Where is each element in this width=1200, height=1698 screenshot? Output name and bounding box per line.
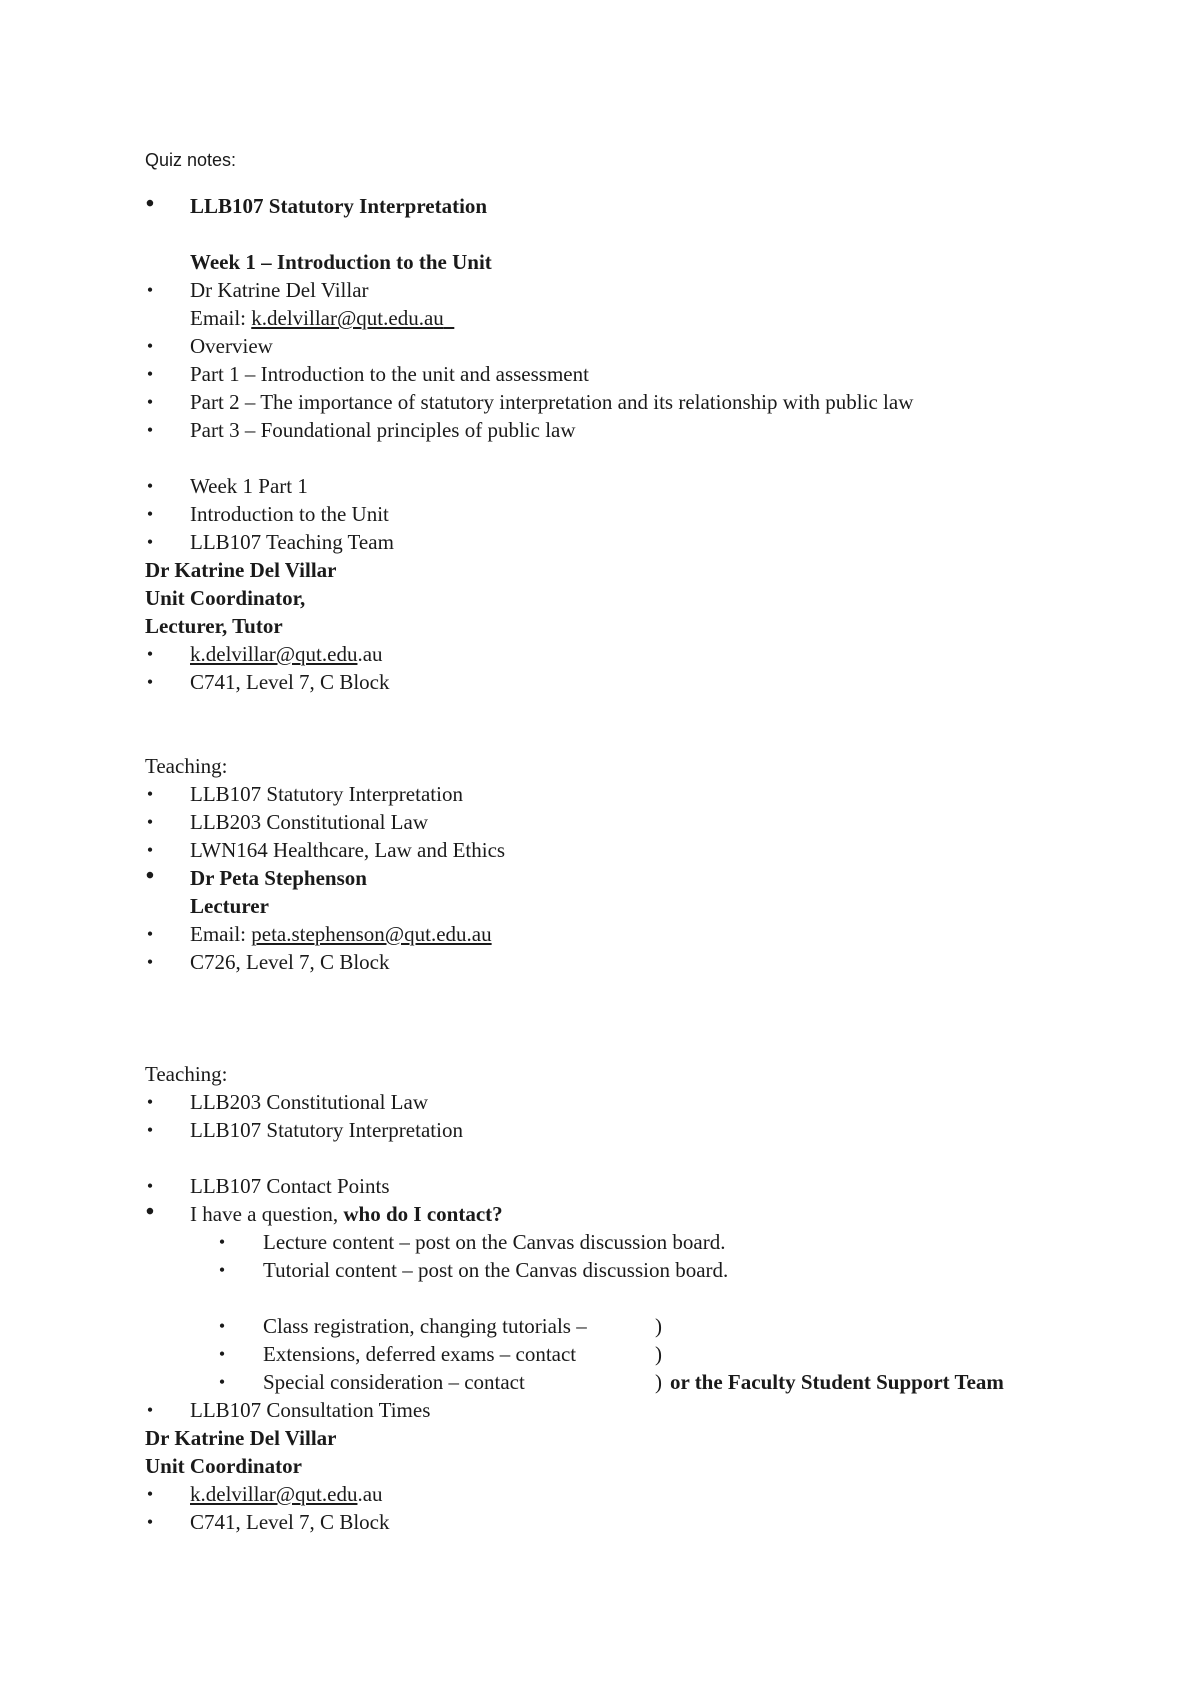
- ps-office: C726, Level 7, C Block: [190, 950, 390, 974]
- email-link-trailing-space[interactable]: [444, 306, 455, 330]
- contact-points-item: LLB107 Contact Points: [190, 1174, 390, 1198]
- overview-item: Overview: [190, 334, 273, 358]
- bullet-icon: •: [146, 504, 154, 524]
- email-suffix: .au: [357, 642, 383, 666]
- ps-name: Dr Peta Stephenson: [190, 866, 367, 890]
- unit-heading: LLB107 Statutory Interpretation: [190, 194, 488, 218]
- kdv-role-coordinator: Unit Coordinator: [145, 1454, 302, 1478]
- tutorial-content-item: Tutorial content – post on the Canvas discussion board.: [263, 1258, 729, 1282]
- part-item: Part 2 – The importance of statutory interpretation and its relationship with public law: [190, 390, 914, 414]
- bullet-icon: •: [218, 1260, 226, 1280]
- part-item: Part 1 – Introduction to the unit and assessment: [190, 362, 589, 386]
- ps-email-row: [190, 920, 492, 948]
- email-link-kdv[interactable]: k.delvillar@qut.edu.au: [251, 306, 444, 330]
- teaching-label: Teaching:: [145, 1062, 228, 1086]
- closing-paren: ): [655, 1314, 662, 1338]
- ps-role: Lecturer: [190, 894, 269, 918]
- bullet-icon: •: [146, 392, 154, 412]
- consultation-times-item: LLB107 Consultation Times: [190, 1398, 431, 1422]
- teaching-team-item: LLB107 Teaching Team: [190, 530, 394, 554]
- kdv-role-coordinator: Unit Coordinator,: [145, 586, 306, 610]
- bullet-icon: •: [218, 1232, 226, 1252]
- bullet-icon: •: [218, 1316, 226, 1336]
- kdv-role-lecturer-tutor: Lecturer, Tutor: [145, 614, 283, 638]
- bullet-icon: •: [146, 784, 154, 804]
- bullet-icon: •: [146, 1484, 154, 1504]
- email-row: [190, 304, 454, 332]
- teaching-label: Teaching:: [145, 754, 228, 778]
- extensions-item: Extensions, deferred exams – contact: [263, 1342, 577, 1366]
- closing-paren: ): [655, 1370, 662, 1394]
- bullet-icon: •: [145, 863, 155, 889]
- email-label: Email:: [190, 922, 252, 946]
- kdv-email-row: [190, 1480, 383, 1508]
- doc-title: Quiz notes:: [145, 150, 237, 170]
- teaching-unit: LLB203 Constitutional Law: [190, 1090, 428, 1114]
- bullet-icon: •: [218, 1372, 226, 1392]
- email-link-kdv[interactable]: k.delvillar@qut.edu: [190, 642, 358, 666]
- bullet-icon: •: [146, 532, 154, 552]
- bullet-icon: •: [146, 672, 154, 692]
- intro-unit-item: Introduction to the Unit: [190, 502, 389, 526]
- teaching-unit: LLB107 Statutory Interpretation: [190, 1118, 463, 1142]
- bullet-icon: •: [146, 420, 154, 440]
- bullet-icon: •: [146, 1176, 154, 1196]
- bullet-icon: •: [145, 191, 155, 217]
- bullet-icon: •: [218, 1344, 226, 1364]
- part-item: Part 3 – Foundational principles of public law: [190, 418, 576, 442]
- class-registration-item: Class registration, changing tutorials –: [263, 1314, 587, 1338]
- email-link-ps[interactable]: peta.stephenson@qut.edu.au: [251, 922, 492, 946]
- email-link-kdv[interactable]: k.delvillar@qut.edu: [190, 1482, 358, 1506]
- bullet-icon: •: [146, 644, 154, 664]
- bullet-icon: •: [146, 280, 154, 300]
- special-consideration-item: Special consideration – contact: [263, 1370, 525, 1394]
- kdv-name: Dr Katrine Del Villar: [145, 558, 337, 582]
- bullet-icon: •: [146, 364, 154, 384]
- week-heading: Week 1 – Introduction to the Unit: [190, 250, 492, 274]
- bullet-icon: •: [146, 336, 154, 356]
- bullet-icon: •: [146, 812, 154, 832]
- bullet-icon: •: [146, 1400, 154, 1420]
- email-suffix: .au: [357, 1482, 383, 1506]
- kdv-name: Dr Katrine Del Villar: [145, 1426, 337, 1450]
- question-item: [190, 1200, 503, 1228]
- email-label: Email:: [190, 306, 252, 330]
- bullet-icon: •: [146, 1512, 154, 1532]
- teaching-unit: LLB203 Constitutional Law: [190, 810, 428, 834]
- teaching-unit: LWN164 Healthcare, Law and Ethics: [190, 838, 506, 862]
- bullet-icon: •: [146, 476, 154, 496]
- week1-part1-item: Week 1 Part 1: [190, 474, 308, 498]
- bullet-icon: •: [146, 1092, 154, 1112]
- question-bold: who do I contact?: [343, 1202, 503, 1226]
- lecturer-name: Dr Katrine Del Villar: [190, 278, 369, 302]
- lecture-content-item: Lecture content – post on the Canvas discussion board.: [263, 1230, 726, 1254]
- kdv-office: C741, Level 7, C Block: [190, 1510, 390, 1534]
- closing-paren: ): [655, 1342, 662, 1366]
- bullet-icon: •: [145, 1199, 155, 1225]
- teaching-unit: LLB107 Statutory Interpretation: [190, 782, 463, 806]
- bullet-icon: •: [146, 924, 154, 944]
- bullet-icon: •: [146, 1120, 154, 1140]
- faculty-support-text: or the Faculty Student Support Team: [670, 1370, 1004, 1394]
- question-prefix: I have a question,: [190, 1202, 344, 1226]
- bullet-icon: •: [146, 952, 154, 972]
- bullet-icon: •: [146, 840, 154, 860]
- kdv-office: C741, Level 7, C Block: [190, 670, 390, 694]
- unit-heading-row: [0, 192, 1200, 220]
- kdv-email-row: [190, 640, 383, 668]
